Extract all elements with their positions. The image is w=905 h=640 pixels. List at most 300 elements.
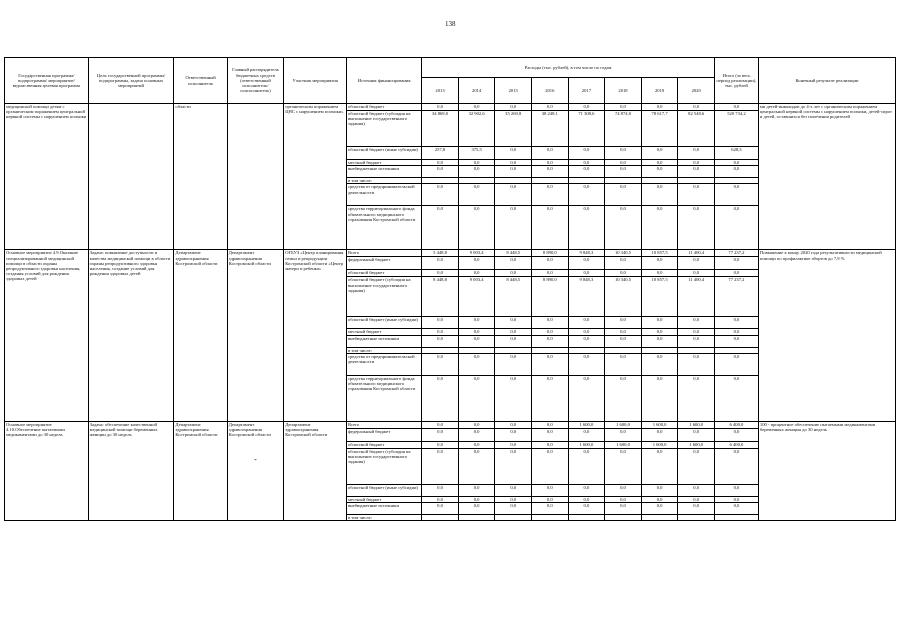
year-value-cell: 0,0 — [605, 184, 642, 206]
year-value-cell: 9 848,3 — [568, 277, 605, 317]
year-value-cell: 0,0 — [605, 166, 642, 178]
year-value-cell: 0,0 — [422, 503, 459, 515]
total-value-cell: 0,0 — [714, 104, 758, 111]
budget-manager-cell — [227, 250, 283, 421]
year-value-cell: 0,0 — [678, 503, 715, 515]
funding-source-cell: местный бюджет — [346, 329, 421, 335]
table-row — [5, 104, 896, 111]
header-result: Конечный результат реализации — [758, 58, 895, 104]
year-value-cell: 0,0 — [458, 257, 495, 270]
year-value-cell: 0,0 — [532, 375, 569, 421]
year-value-cell: 0,0 — [422, 441, 459, 448]
total-value-cell: 0,0 — [714, 184, 758, 206]
goal-cell — [88, 250, 174, 421]
year-value-cell — [532, 515, 569, 521]
year-value-cell: 0,0 — [532, 428, 569, 441]
year-value-cell: 0,0 — [678, 448, 715, 484]
program-cell-text: медицинской помощи детям с органическим поражением центральной нервной системы с нарушением психики — [6, 104, 87, 120]
total-value-cell: 0,0 — [714, 496, 758, 502]
total-value-cell: 77 237,2 — [714, 277, 758, 317]
year-value-cell: 0,0 — [458, 353, 495, 375]
total-value-cell: 0,0 — [714, 353, 758, 375]
responsible-cell-text: Департамент здравоохранения Костромской области — [175, 250, 218, 266]
year-value-cell: 0,0 — [678, 353, 715, 375]
year-value-cell: 0,0 — [605, 448, 642, 484]
total-value-cell: 0,0 — [714, 448, 758, 484]
year-value-cell: 0,0 — [641, 428, 678, 441]
year-value-cell: 0,0 — [605, 317, 642, 329]
year-value-cell — [568, 515, 605, 521]
funding-source-cell: средства территориального фонда обязательного медицинского страхования Костромской области — [346, 206, 421, 250]
year-value-cell: 0,0 — [568, 104, 605, 111]
year-value-cell: 0,0 — [568, 353, 605, 375]
total-value-cell: 0,0 — [714, 484, 758, 496]
funding-source-cell: областной бюджет (иные субсидии) — [346, 147, 421, 160]
year-value-cell: 9 848,3 — [568, 250, 605, 257]
year-value-cell: 0,0 — [495, 428, 532, 441]
year-value-cell: 0,0 — [605, 257, 642, 270]
year-value-cell: 0,0 — [568, 166, 605, 178]
year-value-cell: 0,0 — [458, 166, 495, 178]
year-value-cell: 0,0 — [678, 335, 715, 347]
header-responsible: Ответственный исполнитель — [174, 58, 227, 104]
year-value-cell: 0,0 — [458, 104, 495, 111]
year-value-cell: 1 600,0 — [641, 441, 678, 448]
year-value-cell: 0,0 — [532, 166, 569, 178]
year-value-cell: 0,0 — [605, 160, 642, 166]
year-value-cell: 0,0 — [678, 428, 715, 441]
year-value-cell: 0,0 — [678, 317, 715, 329]
year-value-cell: 0,0 — [458, 448, 495, 484]
year-value-cell: 0,0 — [568, 147, 605, 160]
total-value-cell: 77 237,2 — [714, 250, 758, 257]
year-value-cell: 0,0 — [422, 375, 459, 421]
funding-source-cell: областной бюджет (субсидия на выполнение государственного задания) — [346, 277, 421, 317]
total-value-cell: 0,0 — [714, 503, 758, 515]
year-value-cell: 0,0 — [458, 270, 495, 277]
responsible-cell — [174, 421, 227, 520]
page-number: 138 — [445, 20, 456, 28]
funding-source-cell: областной бюджет — [346, 441, 421, 448]
total-value-cell: 0,0 — [714, 317, 758, 329]
funding-source-cell: в том числе: — [346, 178, 421, 184]
year-value-cell: 71 308,6 — [568, 111, 605, 147]
responsible-cell — [174, 250, 227, 421]
year-value-cell: 0,0 — [568, 503, 605, 515]
year-value-cell: 0,0 — [641, 353, 678, 375]
year-value-cell: 0,0 — [568, 335, 605, 347]
funding-source-cell: областной бюджет (субсидия на выполнение государственного задания) — [346, 111, 421, 147]
header-goal: Цель государственной программы/подпрограммы, задача основных мероприятий — [88, 58, 174, 104]
year-value-cell: 11 400,4 — [678, 277, 715, 317]
year-value-cell: 0,0 — [641, 184, 678, 206]
year-value-cell: 0,0 — [532, 270, 569, 277]
year-value-cell: 0,0 — [458, 184, 495, 206]
year-value-cell: 34 869,0 — [422, 111, 459, 147]
year-value-cell: 0,0 — [641, 448, 678, 484]
total-value-cell: 6 400,0 — [714, 441, 758, 448]
year-value-cell: 0,0 — [495, 270, 532, 277]
year-value-cell: 10 340,5 — [605, 277, 642, 317]
funding-source-cell: в том числе: — [346, 347, 421, 353]
year-value-cell: 74 874,0 — [605, 111, 642, 147]
table-row — [5, 250, 896, 257]
year-value-cell: 0,0 — [641, 160, 678, 166]
year-value-cell: 0,0 — [568, 184, 605, 206]
year-value-cell: 0,0 — [568, 206, 605, 250]
year-value-cell: 0,0 — [495, 441, 532, 448]
year-value-cell: 0,0 — [422, 335, 459, 347]
year-value-cell: 0,0 — [568, 428, 605, 441]
goal-cell-text: Задача: повышение доступности и качества медицинской помощи в области охраны репродуктивного здоровья населения, создание условий для рождения здоровых детей — [89, 250, 171, 277]
year-value-cell: 0,0 — [532, 503, 569, 515]
year-value-cell: 0,0 — [678, 104, 715, 111]
dash-mark: - — [254, 455, 257, 465]
total-value-cell: 0,0 — [714, 335, 758, 347]
year-value-cell: 0,0 — [532, 104, 569, 111]
funding-source-cell: средства от предпринимательской деятельности — [346, 184, 421, 206]
year-value-cell: 0,0 — [422, 184, 459, 206]
year-value-cell: 0,0 — [422, 160, 459, 166]
year-value-cell: 0,0 — [532, 206, 569, 250]
header-total: Итого (за весь период реализации), тыс. рублей — [714, 58, 758, 104]
year-value-cell: 0,0 — [422, 484, 459, 496]
funding-source-cell: в том числе: — [346, 515, 421, 521]
budget-manager-cell — [227, 104, 283, 250]
responsible-cell-text: области — [175, 104, 191, 109]
funding-source-cell: местный бюджет — [346, 160, 421, 166]
header-expenses: Расходы (тыс. рублей), в том числе по годам — [422, 58, 715, 78]
year-value-cell: 0,0 — [495, 329, 532, 335]
result-text: 100 - процентное обеспечение пытаемыми медикаментами беременных женщин до 30 недель — [759, 421, 876, 433]
year-value-cell: 0,0 — [568, 448, 605, 484]
year-value-cell: 0,0 — [495, 206, 532, 250]
year-value-cell: 0,0 — [458, 503, 495, 515]
year-value-cell: 1 600,0 — [605, 441, 642, 448]
total-value-cell: 0,0 — [714, 270, 758, 277]
year-value-cell — [605, 515, 642, 521]
total-value-cell: 6 400,0 — [714, 421, 758, 428]
year-value-cell: 9 003,4 — [458, 277, 495, 317]
year-value-cell: 8 448,5 — [495, 277, 532, 317]
year-value-cell: 0,0 — [458, 160, 495, 166]
year-value-cell: 0,0 — [458, 335, 495, 347]
funding-source-cell: Всего — [346, 421, 421, 428]
year-value-cell: 0,0 — [458, 484, 495, 496]
header-year: 2018 — [605, 78, 642, 104]
year-value-cell: 0,0 — [605, 496, 642, 502]
year-value-cell: 0,0 — [458, 375, 495, 421]
header-funding-source: Источник финансирования — [346, 58, 421, 104]
year-value-cell: 1 600,0 — [568, 441, 605, 448]
year-value-cell — [422, 515, 459, 521]
year-value-cell: 0,0 — [678, 375, 715, 421]
total-value-cell: 628,3 — [714, 147, 758, 160]
year-value-cell: 1 600,0 — [605, 421, 642, 428]
year-value-cell: 0,0 — [641, 335, 678, 347]
year-value-cell: 0,0 — [568, 270, 605, 277]
year-value-cell: 0,0 — [495, 375, 532, 421]
responsible-cell-text: Департамент здравоохранения Костромской области — [175, 421, 218, 438]
year-value-cell: 10 857,5 — [641, 277, 678, 317]
funding-source-cell: местный бюджет — [346, 496, 421, 502]
goal-cell-text: Задача: обеспечение качественной медицинской помощи беременных женщин до 30 недель — [89, 421, 158, 438]
year-value-cell: 0,0 — [641, 496, 678, 502]
year-value-cell: 35 269,8 — [495, 111, 532, 147]
year-value-cell: 0,0 — [568, 160, 605, 166]
year-value-cell: 0,0 — [458, 329, 495, 335]
year-value-cell: 0,0 — [532, 257, 569, 270]
year-value-cell: 0,0 — [568, 496, 605, 502]
year-value-cell: 5 448,8 — [422, 250, 459, 257]
year-value-cell: 0,0 — [495, 353, 532, 375]
participant-cell-text: Департамент здравоохранения Костромской области — [285, 421, 328, 438]
funding-source-cell: федеральный бюджет — [346, 257, 421, 270]
header-program: Государственная программа/подпрограмма/ мероприятие/ ведомственная целевая программа — [5, 58, 89, 104]
year-value-cell: 0,0 — [605, 104, 642, 111]
header-participant: Участник мероприятия — [284, 58, 347, 104]
result-cell — [758, 104, 895, 250]
year-value-cell: 0,0 — [678, 206, 715, 250]
year-value-cell: 0,0 — [458, 428, 495, 441]
year-value-cell: 1 600,0 — [568, 421, 605, 428]
year-value-cell: 0,0 — [458, 317, 495, 329]
funding-source-cell: внебюджетные источники — [346, 335, 421, 347]
year-value-cell: 0,0 — [422, 496, 459, 502]
year-value-cell: 1 600,0 — [641, 421, 678, 428]
funding-source-cell: средства территориального фонда обязательного медицинского страхования Костромской области — [346, 375, 421, 421]
year-value-cell: 8 448,8 — [422, 277, 459, 317]
year-value-cell: 0,0 — [678, 484, 715, 496]
year-value-cell: 1 600,0 — [678, 441, 715, 448]
year-value-cell: 0,0 — [641, 503, 678, 515]
funding-source-cell: областной бюджет (иные субсидии) — [346, 484, 421, 496]
year-value-cell: 0,0 — [422, 317, 459, 329]
total-value-cell: 0,0 — [714, 206, 758, 250]
year-value-cell: 0,0 — [678, 496, 715, 502]
funding-source-cell: областной бюджет (субсидия на выполнение государственного задания) — [346, 448, 421, 484]
year-value-cell: 0,0 — [458, 496, 495, 502]
funding-source-cell: областной бюджет — [346, 104, 421, 111]
year-value-cell: 0,0 — [422, 448, 459, 484]
funding-source-cell: Всего — [346, 250, 421, 257]
year-value-cell: 0,0 — [605, 206, 642, 250]
year-value-cell: 0,0 — [532, 353, 569, 375]
year-value-cell: 0,0 — [422, 104, 459, 111]
year-value-cell: 0,0 — [605, 335, 642, 347]
year-value-cell: 0,0 — [568, 375, 605, 421]
year-value-cell: 0,0 — [641, 317, 678, 329]
year-value-cell: 0,0 — [495, 147, 532, 160]
funding-source-cell: областной бюджет — [346, 270, 421, 277]
funding-source-cell: внебюджетные источники — [346, 503, 421, 515]
year-value-cell: 0,0 — [495, 184, 532, 206]
budget-table — [4, 57, 896, 521]
year-value-cell: 0,0 — [641, 166, 678, 178]
year-value-cell: 9 003,4 — [458, 250, 495, 257]
table-header — [5, 58, 896, 104]
year-value-cell: 38 248,1 — [532, 111, 569, 147]
year-value-cell: 0,0 — [495, 503, 532, 515]
year-value-cell: 0,0 — [495, 484, 532, 496]
year-value-cell: 0,0 — [678, 166, 715, 178]
year-value-cell: 0,0 — [458, 206, 495, 250]
year-value-cell: 0,0 — [641, 484, 678, 496]
year-value-cell: 0,0 — [605, 375, 642, 421]
year-value-cell: 0,0 — [678, 329, 715, 335]
result-cell — [758, 250, 895, 421]
year-value-cell: 0,0 — [495, 166, 532, 178]
year-value-cell: 32 902,6 — [458, 111, 495, 147]
year-value-cell: 0,0 — [605, 428, 642, 441]
year-value-cell: 1 600,0 — [678, 421, 715, 428]
table-row — [5, 421, 896, 428]
year-value-cell: 0,0 — [605, 147, 642, 160]
total-value-cell: 0,0 — [714, 428, 758, 441]
header-budget-manager: Главный распорядитель бюджетных средств (ответственный исполнитель/ соисполнитель) — [227, 58, 283, 104]
year-value-cell: 0,0 — [422, 421, 459, 428]
program-cell — [5, 421, 89, 520]
total-value-cell: 0,0 — [714, 257, 758, 270]
year-value-cell: 0,0 — [568, 257, 605, 270]
total-value-cell: 0,0 — [714, 329, 758, 335]
year-value-cell: 8 890,0 — [532, 277, 569, 317]
program-cell-text: Основное мероприятие 4.10.Обеспечение пытаемыми медикаментами до 30 недель — [6, 421, 65, 438]
funding-source-cell: внебюджетные источники — [346, 166, 421, 178]
program-cell — [5, 250, 89, 421]
participant-cell — [284, 421, 347, 520]
header-year: 2019 — [641, 78, 678, 104]
participant-cell — [284, 104, 347, 250]
funding-source-cell: средства от предпринимательской деятельности — [346, 353, 421, 375]
year-value-cell — [458, 515, 495, 521]
year-value-cell: 0,0 — [532, 448, 569, 484]
year-value-cell: 0,0 — [532, 484, 569, 496]
total-value-cell: 0,0 — [714, 166, 758, 178]
participant-cell-text: органическим поражением ЦНС с нарушением психики» — [285, 104, 344, 115]
participant-cell — [284, 250, 347, 421]
year-value-cell: 0,0 — [532, 441, 569, 448]
year-value-cell: 0,0 — [422, 270, 459, 277]
year-value-cell: 0,0 — [568, 484, 605, 496]
year-value-cell: 0,0 — [495, 317, 532, 329]
year-value-cell: 8 448,5 — [495, 250, 532, 257]
year-value-cell: 0,0 — [532, 335, 569, 347]
year-value-cell: 0,0 — [422, 206, 459, 250]
year-value-cell: 82 548,6 — [678, 111, 715, 147]
responsible-cell — [174, 104, 227, 250]
budget-manager-cell — [227, 421, 283, 520]
total-value-cell: 0,0 — [714, 375, 758, 421]
year-value-cell — [678, 515, 715, 521]
year-value-cell: 8 890,0 — [532, 250, 569, 257]
year-value-cell: 375,5 — [458, 147, 495, 160]
year-value-cell: 0,0 — [678, 160, 715, 166]
year-value-cell: 0,0 — [458, 441, 495, 448]
year-value-cell: 257,8 — [422, 147, 459, 160]
year-value-cell: 0,0 — [495, 160, 532, 166]
table-body — [5, 104, 896, 521]
header-year: 2015 — [495, 78, 532, 104]
year-value-cell: 0,0 — [641, 147, 678, 160]
year-value-cell: 0,0 — [678, 147, 715, 160]
year-value-cell: 10 340,5 — [605, 250, 642, 257]
year-value-cell: 0,0 — [678, 184, 715, 206]
total-value-cell: 0,0 — [714, 160, 758, 166]
year-value-cell: 78 617,7 — [641, 111, 678, 147]
goal-cell — [88, 104, 174, 250]
year-value-cell: 0,0 — [568, 329, 605, 335]
result-cell — [758, 421, 895, 520]
header-year: 2014 — [458, 78, 495, 104]
funding-source-cell: областной бюджет (иные субсидии) — [346, 317, 421, 329]
result-text: Повышение к концу 2020 года результативности медицинской помощи по профилактике абортов до 7,9 % — [759, 250, 882, 261]
year-value-cell: 0,0 — [495, 421, 532, 428]
year-value-cell: 0,0 — [422, 166, 459, 178]
year-value-cell: 0,0 — [495, 448, 532, 484]
header-year: 2020 — [678, 78, 715, 104]
year-value-cell: 0,0 — [532, 421, 569, 428]
year-value-cell: 0,0 — [641, 104, 678, 111]
year-value-cell: 0,0 — [532, 184, 569, 206]
budget-manager-cell-text: Департамент здравоохранения Костромской области — [228, 250, 271, 266]
year-value-cell: 0,0 — [641, 270, 678, 277]
funding-source-cell: федеральный бюджет — [346, 428, 421, 441]
participant-cell-text: ОГБУЗ «Центр планирования семьи и репродукции Костромской области «Центр матери и ребенка» — [285, 250, 344, 272]
year-value-cell: 0,0 — [641, 257, 678, 270]
header-year: 2013 — [422, 78, 459, 104]
year-value-cell: 0,0 — [495, 496, 532, 502]
year-value-cell: 0,0 — [458, 421, 495, 428]
header-year: 2017 — [568, 78, 605, 104]
goal-cell — [88, 421, 174, 520]
year-value-cell: 0,0 — [605, 503, 642, 515]
year-value-cell: 0,0 — [678, 257, 715, 270]
budget-manager-cell-text: Департамент здравоохранения Костромской области — [228, 421, 271, 438]
year-value-cell: 0,0 — [422, 428, 459, 441]
year-value-cell: 0,0 — [495, 104, 532, 111]
year-value-cell: 0,0 — [605, 270, 642, 277]
year-value-cell: 0,0 — [422, 257, 459, 270]
year-value-cell: 0,0 — [641, 375, 678, 421]
year-value-cell: 0,0 — [532, 329, 569, 335]
year-value-cell: 0,0 — [568, 317, 605, 329]
program-cell — [5, 104, 89, 250]
year-value-cell: 0,0 — [641, 206, 678, 250]
year-value-cell: 0,0 — [605, 484, 642, 496]
year-value-cell: 0,0 — [678, 270, 715, 277]
year-value-cell: 0,0 — [641, 329, 678, 335]
year-value-cell: 0,0 — [605, 353, 642, 375]
year-value-cell: 0,0 — [532, 496, 569, 502]
program-cell-text: Основное мероприятие 4.9.Оказание специализированной медицинской помощи в области охраны репродуктивного здоровья населения, создания условий для рождения здоровых детей — [6, 250, 81, 282]
year-value-cell: 10 857,5 — [641, 250, 678, 257]
year-value-cell: 11 400,4 — [678, 250, 715, 257]
result-text: ми детей-инвалидов до 4-х лет с органическим поражением центральной нервной системы с нарушением психики, детей-сирот и детей, оставшихся без попечения родителей — [759, 104, 893, 120]
year-value-cell: 0,0 — [422, 329, 459, 335]
year-value-cell: 0,0 — [532, 317, 569, 329]
header-year: 2016 — [532, 78, 569, 104]
year-value-cell: 0,0 — [605, 329, 642, 335]
total-value-cell — [714, 515, 758, 521]
year-value-cell — [495, 515, 532, 521]
total-value-cell: 520 734,2 — [714, 111, 758, 147]
year-value-cell: 0,0 — [532, 160, 569, 166]
year-value-cell — [641, 515, 678, 521]
year-value-cell: 0,0 — [532, 147, 569, 160]
year-value-cell: 0,0 — [495, 335, 532, 347]
year-value-cell: 0,0 — [422, 353, 459, 375]
